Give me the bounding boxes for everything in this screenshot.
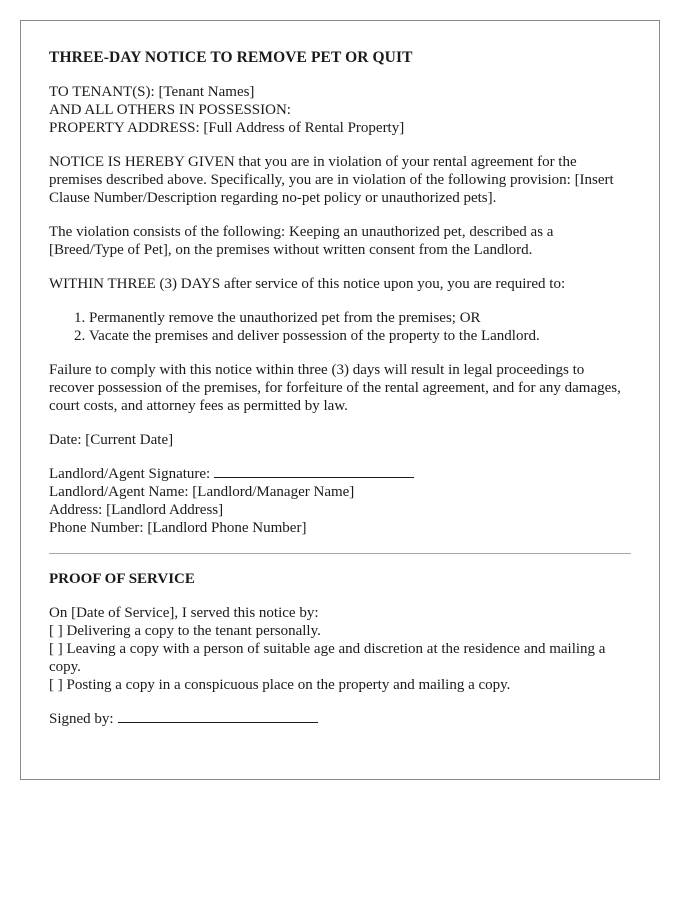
proof-option-personal: [ ] Delivering a copy to the tenant personally. [49, 623, 321, 639]
landlord-address-line: Address: [Landlord Address] [49, 502, 224, 518]
agent-name-line: Landlord/Agent Name: [Landlord/Manager Name] [49, 484, 355, 500]
proof-option-posting: [ ] Posting a copy in a conspicuous place on the property and mailing a copy. [49, 677, 511, 693]
required-actions-list [49, 309, 631, 345]
date-line: Date: [Current Date] [49, 432, 174, 448]
property-address-line: PROPERTY ADDRESS: [Full Address of Rental Property] [49, 120, 405, 136]
landlord-info-block [49, 465, 631, 537]
notice-given-paragraph: NOTICE IS HEREBY GIVEN that you are in violation of your rental agreement for the premises described above. Specifically, you are in violation of the following provision: [Insert Clause Number/Description regarding no-pet policy or unauthorized pets]. [49, 154, 614, 206]
notice-document [20, 20, 660, 780]
violation-paragraph: The violation consists of the following: Keeping an unauthorized pet, described as a [Breed/Type of Pet], on the premises without written consent from the Landlord. [49, 224, 554, 258]
signature-label: Landlord/Agent Signature: [49, 466, 211, 482]
signature-line [49, 465, 631, 483]
all-others-line: AND ALL OTHERS IN POSSESSION: [49, 102, 291, 118]
failure-paragraph: Failure to comply with this notice within three (3) days will result in legal proceedings to recover possession of the premises, for forfeiture of the rental agreement, and for any damages, court costs, and attorney fees as permitted by law. [49, 362, 621, 414]
signed-by-label: Signed by: [49, 711, 114, 727]
proof-options-block [49, 604, 631, 694]
to-tenants-line: TO TENANT(S): [Tenant Names] [49, 84, 255, 100]
within-three-days-paragraph: WITHIN THREE (3) DAYS after service of this notice upon you, you are required to: [49, 276, 566, 292]
section-divider [49, 553, 631, 554]
proof-of-service-title: PROOF OF SERVICE [49, 571, 195, 587]
signature-blank [214, 465, 414, 478]
proof-intro-line: On [Date of Service], I served this notice by: [49, 605, 319, 621]
addressee-block [49, 83, 631, 137]
proof-option-substitute: [ ] Leaving a copy with a person of suitable age and discretion at the residence and mailing a copy. [49, 641, 606, 675]
action-item-remove-pet: 1. Permanently remove the unauthorized pet from the premises; OR [89, 309, 631, 327]
landlord-phone-line: Phone Number: [Landlord Phone Number] [49, 520, 307, 536]
action-item-vacate: 2. Vacate the premises and deliver possession of the property to the Landlord. [89, 327, 631, 345]
signed-by-blank [118, 710, 318, 723]
signed-by-line [49, 710, 631, 728]
notice-title: THREE-DAY NOTICE TO REMOVE PET OR QUIT [49, 49, 413, 66]
